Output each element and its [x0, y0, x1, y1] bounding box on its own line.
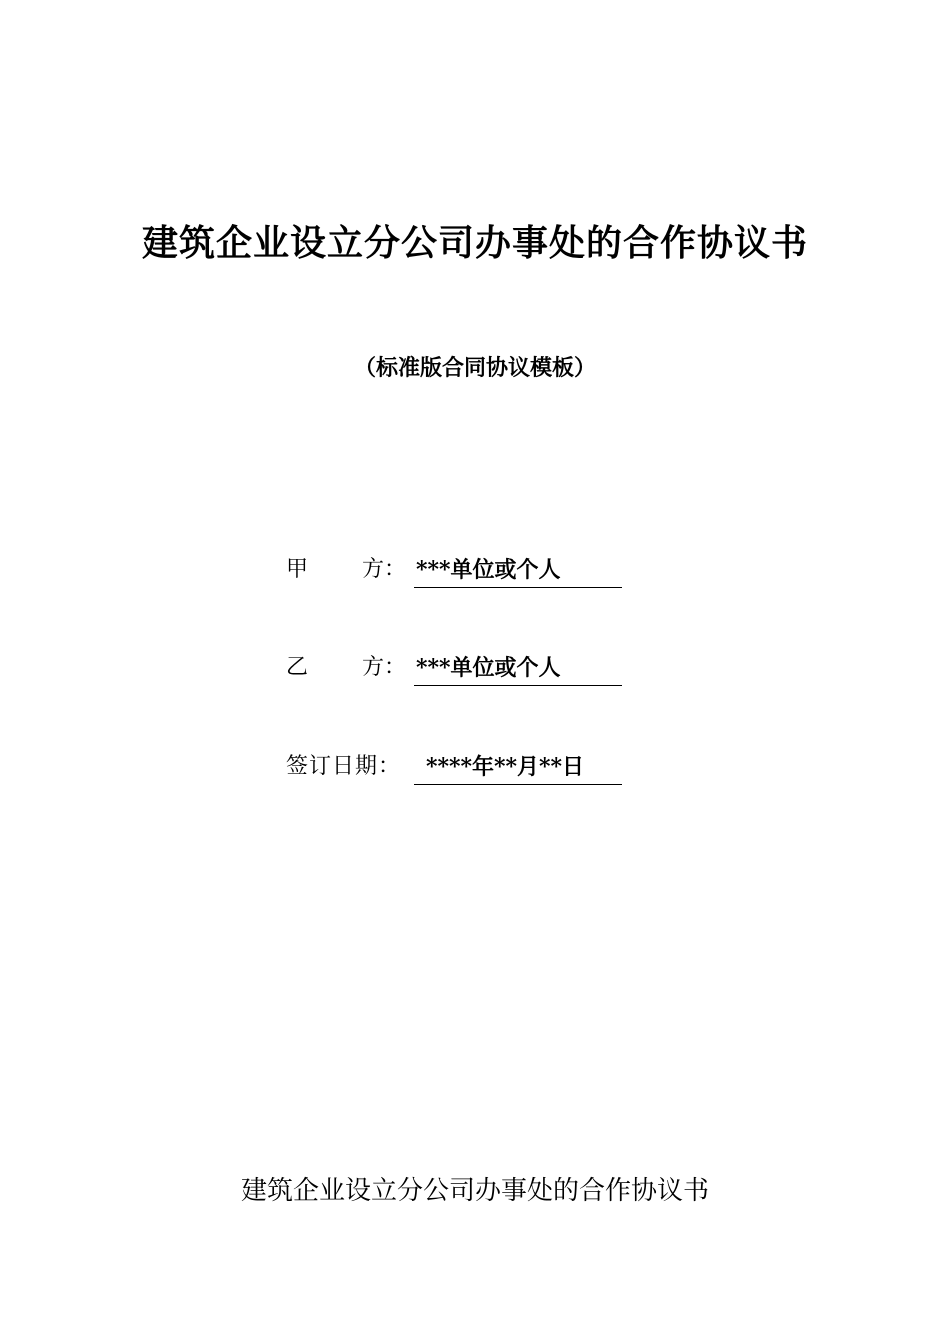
sign-date-field [286, 750, 622, 784]
party-b-label-first: 乙 [286, 655, 309, 680]
party-b-label-last: 方： [362, 655, 407, 680]
party-a-field [286, 553, 622, 587]
party-b-field [286, 651, 622, 685]
party-b-value: ***单位或个人 [414, 651, 622, 686]
sign-date-value: ****年**月**日 [414, 750, 622, 785]
document-subtitle: （标准版合同协议模板） [353, 355, 596, 381]
party-a-label [286, 553, 414, 587]
document-title: 建筑企业设立分公司办事处的合作协议书 [141, 222, 808, 264]
party-a-label-first: 甲 [286, 557, 309, 582]
party-b-label [286, 651, 414, 685]
party-a-label-last: 方： [362, 557, 407, 582]
sign-date-label: 签订日期： [286, 754, 402, 779]
footer-title: 建筑企业设立分公司办事处的合作协议书 [240, 1176, 709, 1206]
party-a-value: ***单位或个人 [414, 553, 622, 588]
